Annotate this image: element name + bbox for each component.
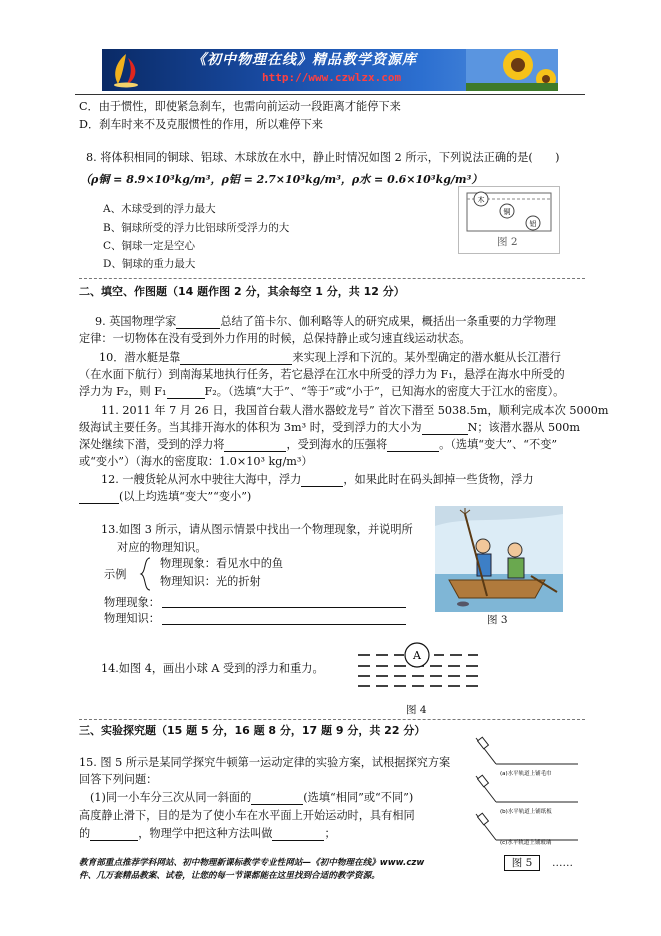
q11-line-2 xyxy=(79,420,580,435)
header-banner xyxy=(102,49,558,91)
q10-text-4: F₂。（选填“大于”、“等于”或“小于”，已知海水的密度大于江水的密度）。 xyxy=(204,385,565,398)
q13-knowledge-label: 物理知识： xyxy=(104,612,160,625)
q13-example-label: 示例 xyxy=(104,568,127,581)
q7-option-c: C．由于惯性，即使紧急刹车，也需向前运动一段距离才能停下来 xyxy=(79,100,401,113)
q9-line-1 xyxy=(95,314,556,329)
q15-text-3: 的 xyxy=(79,827,91,840)
q12-blank-1[interactable] xyxy=(301,486,343,487)
surface-c-label: (c)水平轨道上铺玻璃 xyxy=(500,840,552,846)
q10-text-3: 浮力为 F₂，则 F₁ xyxy=(79,385,167,398)
section-3-rule xyxy=(79,719,585,720)
q12-line-1 xyxy=(101,472,534,487)
q15-text-1: (1)同一小车分三次从同一斜面的 xyxy=(90,791,252,804)
q9-blank[interactable] xyxy=(176,328,220,329)
figure-2 xyxy=(458,186,560,254)
q13-line-2: 对应的物理知识。 xyxy=(117,541,207,554)
q11-blank-1[interactable] xyxy=(422,434,468,435)
q15-blank-1[interactable] xyxy=(251,804,303,805)
q12-blank-2[interactable] xyxy=(79,503,119,504)
q15-line-5 xyxy=(79,826,336,841)
q13-example-phenomenon: 物理现象：看见水中的鱼 xyxy=(160,557,284,570)
q15-blank-3[interactable] xyxy=(272,840,324,841)
banner-url[interactable]: http://www.czwlzx.com xyxy=(262,71,402,84)
q13-example-knowledge: 物理知识：光的折射 xyxy=(160,575,261,588)
section-2-title: 二、填空、作图题（14 题作图 2 分，其余每空 1 分，共 12 分） xyxy=(79,285,405,298)
section-2-rule xyxy=(79,278,585,279)
figure-3-fishing-scene xyxy=(435,506,563,612)
q11-text-2: N；该潜水器从 500m xyxy=(467,421,581,434)
q11-line-3 xyxy=(79,437,557,452)
q11-line-4: 或“变小”）（海水的密度取：1.0×10³ kg/m³） xyxy=(79,455,313,468)
sunflower-icon xyxy=(466,49,558,91)
q7-option-d: D．刹车时来不及克服惯性的作用，所以难停下来 xyxy=(79,118,323,131)
q11-text-4: ，受到海水的压强将 xyxy=(286,438,388,451)
q8-formula: （ρ铜 = 8.9×10³kg/m³，ρ铝 = 2.7×10³kg/m³，ρ水 = 0.6×10³kg/m³） xyxy=(80,173,483,186)
q12-line-2 xyxy=(79,489,251,504)
q8-option-d: D、铜球的重力最大 xyxy=(103,258,196,270)
q13-knowledge-blank[interactable] xyxy=(162,624,406,625)
ball-a-label: A xyxy=(413,649,421,662)
footer-line-2: 件、几万套精品教案、试卷，让您的每一节课都能在这里找到合适的教学资源。 xyxy=(79,871,380,881)
q11-blank-2[interactable] xyxy=(224,451,286,452)
q9-text-1: 9. 英国物理学家 xyxy=(95,315,177,328)
q11-line-1: 11. 2011 年 7 月 26 日，我国首台载人潜水器蛟龙号” 首次下潜至 5038.5m，顺利完成本次 5000m xyxy=(101,404,609,417)
header-rule xyxy=(75,94,585,95)
brace-icon xyxy=(138,556,152,592)
q11-text-5: 。（选填“变大”、“不变” xyxy=(439,438,558,451)
figure-4-label: 图 4 xyxy=(406,704,427,716)
ball-aluminum-label: 铝 xyxy=(529,220,537,228)
q12-text-2: ，如果此时在码头卸掉一些货物，浮力 xyxy=(343,473,534,486)
q15-text-2: (选填“相同”或“不同”) xyxy=(303,791,414,804)
q10-line-2: （在水面下航行）到南海某地执行任务，若它悬浮在江水中所受的浮力为 F₁，悬浮在海水中所受的 xyxy=(79,368,565,381)
section-3-title: 三、实验探究题（15 题 5 分，16 题 8 分，17 题 9 分，共 22 分） xyxy=(79,724,426,737)
q15-text-4: ，物理学中把这种方法叫做 xyxy=(138,827,273,840)
figure-5-label: 图 5 xyxy=(504,855,540,871)
q9-line-2: 定律：一切物体在没有受到外力作用的时候，总保持静止或匀速直线运动状态。 xyxy=(79,332,471,345)
surface-b-label: (b)水平轨道上铺纸板 xyxy=(500,809,552,815)
footer-line-1: 教育部重点推荐学科网站、初中物理新课标教学专业性网站—《初中物理在线》www.czw xyxy=(79,858,425,868)
q8-option-b: B、铜球所受的浮力比铝球所受浮力的大 xyxy=(103,222,290,234)
figure-4-drawing xyxy=(356,640,480,690)
figure-5-drawing xyxy=(470,734,580,846)
q8-option-c: C、铜球一定是空心 xyxy=(103,240,196,252)
q10-line-3 xyxy=(79,384,564,399)
q13-line-1: 13.如图 3 所示，请从图示情景中找出一个物理现象，并说明所 xyxy=(101,523,413,536)
q10-line-1 xyxy=(99,350,561,365)
q10-text-1: 10．潜水艇是靠 xyxy=(99,351,181,364)
q9-text-2: 总结了笛卡尔、伽利略等人的研究成果，概括出一条重要的力学物理 xyxy=(220,315,556,328)
q11-text-1: 级海试主要任务。当其排开海水的体积为 3m³ 时，受到浮力的大小为 xyxy=(79,421,422,434)
q13-phenomenon-blank[interactable] xyxy=(162,607,406,608)
q15-text-5: ； xyxy=(324,827,336,840)
q15-line-3 xyxy=(90,790,413,805)
figure-3-label: 图 3 xyxy=(487,614,508,626)
q15-line-1: 15. 图 5 所示是某同学探究牛顿第一运动定律的实验方案，试根据探究方案 xyxy=(79,756,451,769)
surface-a-label: (a)水平轨道上铺毛巾 xyxy=(500,771,552,777)
q11-blank-3[interactable] xyxy=(387,451,439,452)
figure-2-label: 图 2 xyxy=(497,236,518,248)
ellipsis: …… xyxy=(552,857,573,869)
q12-text-1: 12. 一艘货轮从河水中驶往大海中，浮力 xyxy=(101,473,302,486)
q12-text-3: (以上均选填“变大”“变小”) xyxy=(119,490,252,503)
q8-option-a: A、木球受到的浮力最大 xyxy=(103,203,216,215)
q11-text-3: 深处继续下潜，受到的浮力将 xyxy=(79,438,225,451)
ball-wood-label: 木 xyxy=(477,196,485,204)
q14-text: 14.如图 4，画出小球 A 受到的浮力和重力。 xyxy=(101,662,324,675)
q15-line-4: 高度静止滑下，目的是为了使小车在水平面上开始运动时，具有相同 xyxy=(79,809,415,822)
banner-title: 《初中物理在线》精品教学资源库 xyxy=(192,52,417,68)
ball-copper-label: 铜 xyxy=(503,208,511,216)
q10-blank-1[interactable] xyxy=(180,364,292,365)
q10-blank-2[interactable] xyxy=(167,398,205,399)
q15-line-2: 回答下列问题： xyxy=(79,773,158,786)
q8-stem: 8. 将体积相同的铜球、铝球、木球放在水中，静止时情况如图 2 所示，下列说法正确的是( ) xyxy=(86,151,560,164)
q15-blank-2[interactable] xyxy=(90,840,138,841)
q13-phenomenon-label: 物理现象： xyxy=(104,596,160,609)
logo-icon xyxy=(106,52,146,88)
figure-2-drawing xyxy=(459,187,559,235)
q10-text-2: 来实现上浮和下沉的。某外型确定的潜水艇从长江潜行 xyxy=(292,351,561,364)
